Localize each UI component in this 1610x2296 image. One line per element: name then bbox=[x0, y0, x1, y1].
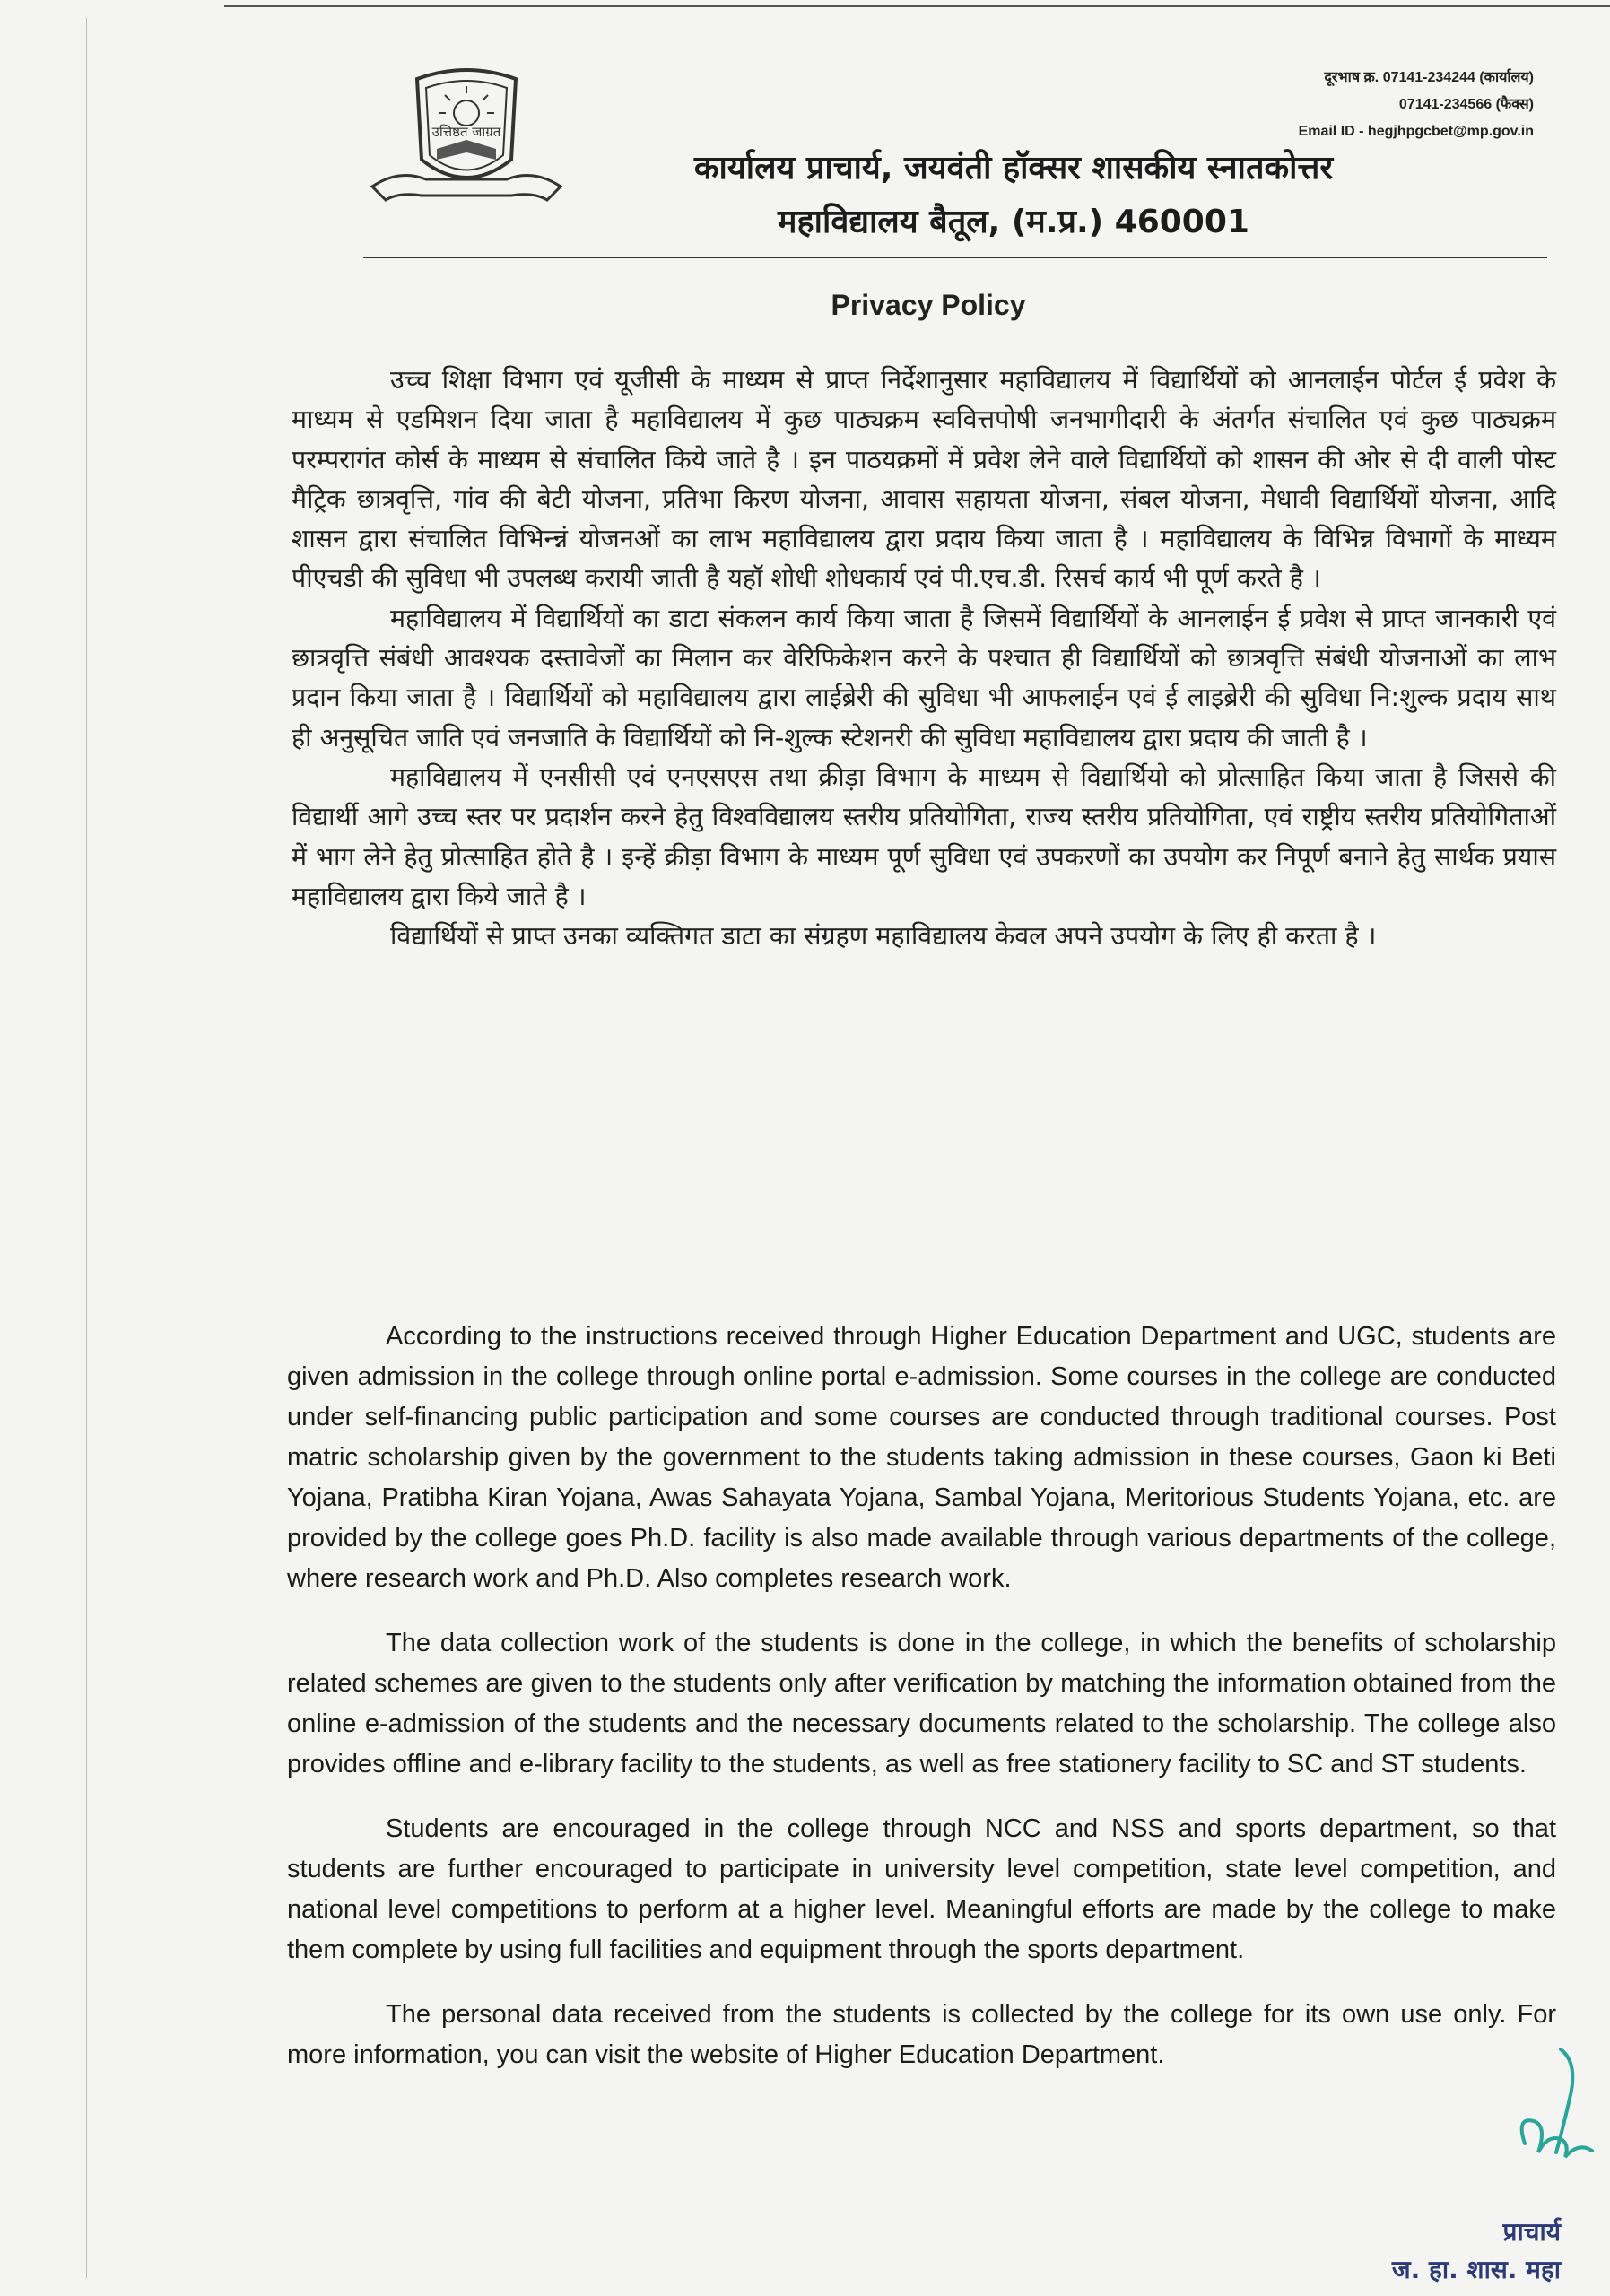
top-border bbox=[224, 5, 1610, 7]
page-title: Privacy Policy bbox=[831, 289, 1026, 321]
principal-signature bbox=[1507, 2045, 1606, 2179]
english-paragraph: According to the instructions received through Higher Education Department and UGC, students are given admission in the college through online portal e-admission. Some courses in the college are conducted under self-financing public participation and some courses are conducted through traditional courses. Post matric scholarship given by the government to the students taking admission in these courses, Gaon ki Beti Yojana, Pratibha Kiran Yojana, Awas Sahayata Yojana, Sambal Yojana, Meritorious Students Yojana, etc. are provided by the college goes Ph.D. facility is also made available through various departments of the college, where research work and Ph.D. Also completes research work. bbox=[287, 1322, 1556, 1593]
hindi-paragraph: महाविद्यालय में एनसीसी एवं एनएसएस तथा क्रीड़ा विभाग के माध्यम से विद्यार्थियो को प्रोत्साहित किया जाता है जिससे की विद्यार्थी आगे उच्च स्तर पर प्रदार्शन करने हेतु विश्वविद्यालय स्तरीय प्रतियोगिता, राज्य स्तरीय प्रतियोगिता, एवं राष्ट्रीय स्तरीय प्रतियोगिताओं में भाग लेने हेतु प्रोत्साहित होते है । इन्हें क्रीड़ा विभाग के माध्यम पूर्ण सुविधा एवं उपकरणों का उपयोग कर निपूर्ण बनाने हेतु सार्थक प्रयास महाविद्यालय द्वारा किये जाते है । bbox=[292, 761, 1556, 911]
emblem-motto: उत्तिष्ठत जाग्रत bbox=[431, 124, 501, 140]
page-edge bbox=[86, 18, 87, 2278]
english-paragraph: The data collection work of the students is done in the college, in which the benefits of scholarship related schemes are given to the students only after verification by matching the information obtained from the online e-admission of the students and the necessary documents related to the scholarship. The college also provides offline and e-library facility to the students, as well as free stationery facility to SC and ST students. bbox=[287, 1629, 1556, 1779]
office-heading bbox=[583, 142, 1444, 249]
hindi-paragraph: उच्च शिक्षा विभाग एवं यूजीसी के माध्यम से प्राप्त निर्देशानुसार महाविद्यालय में विद्यार्थियों को आनलाईन पोर्टल ई प्रवेश के माध्यम से एडमिशन दिया जाता है महाविद्यालय में कुछ पाठ्यक्रम स्ववित्तपोषी जनभागीदारी के अंतर्गत संचालित एवं कुछ पाठ्यक्रम परम्परागंत कोर्स के माध्यम से संचालित किये जाते है । इन पाठयक्रमों में प्रवेश लेने वाले विद्यार्थियों को शासन की ओर से दी वाली पोस्ट मैट्रिक छात्रवृत्ति, गांव की बेटी योजना, प्रतिभा किरण योजना, आवास सहायता योजना, संबल योजना, मेधावी विद्यार्थियों योजना, आदि शासन द्वारा संचालित विभिन्न्नं योजनओं का लाभ महाविद्यालय द्वारा प्रदाय किया जाता है । महाविद्यालय के विभिन्न विभागों के माध्यम पीएचडी की सुविधा भी उपलब्ध करायी जाती है यहॉ शोधी शोधकार्य एवं पी.एच.डी. रिसर्च कार्य भी पूर्ण करते है । bbox=[292, 365, 1556, 594]
english-body bbox=[287, 1317, 1556, 2100]
designation: प्राचार्य bbox=[1502, 2217, 1561, 2247]
office-line-2: महाविद्यालय बैतूल, (म.प्र.) 460001 bbox=[778, 204, 1249, 240]
hindi-body bbox=[292, 361, 1556, 956]
college-emblem-icon bbox=[363, 61, 570, 222]
header-divider bbox=[363, 257, 1547, 258]
hindi-paragraph: विद्यार्थियों से प्राप्त उनका व्यक्तिगत डाटा का संग्रहण महाविद्यालय केवल अपने उपयोग के लिए ही करता है । bbox=[390, 921, 1377, 952]
office-line-1: कार्यालय प्राचार्य, जयवंती हॉक्सर शासकीय स्नातकोत्तर bbox=[693, 150, 1334, 187]
office-phone: दूरभाष क्र. 07141-234244 (कार्यालय) bbox=[1324, 70, 1534, 85]
contact-block bbox=[1299, 65, 1534, 145]
fax-number: 07141-234566 (फैक्स) bbox=[1398, 97, 1534, 112]
hindi-paragraph: महाविद्यालय में विद्यार्थियों का डाटा संकलन कार्य किया जाता है जिसमें विद्यार्थियों के आनलाईन ई प्रवेश से प्राप्त जानकारी एवं छात्रवृत्ति संबंधी आवश्यक दस्तावेजों का मिलान कर वेरिफिकेशन करने के पश्चात ही विद्यार्थियों को छात्रवृत्ति संबंधी योजनाओं का लाभ प्रदान किया जाता है । विद्यार्थियों को महाविद्यालय द्वारा लाईब्रेरी की सुविधा भी आफलाईन एवं ई लाइब्रेरी की सुविधा नि:शुल्क प्रदाय साथ ही अनुसूचित जाति एवं जनजाति के विद्यार्थियों को नि-शुल्क स्टेशनरी की सुविधा महाविद्यालय द्वारा प्रदाय की जाती है । bbox=[292, 603, 1556, 752]
signatory-block bbox=[1392, 2213, 1561, 2289]
email-address[interactable]: Email ID - hegjhpgcbet@mp.gov.in bbox=[1298, 124, 1534, 139]
english-paragraph: The personal data received from the students is collected by the college for its own use only. For more information, you can visit the website of Higher Education Department. bbox=[287, 2000, 1556, 2069]
institution-abbreviation: ज. हा. शास. महा bbox=[1391, 2255, 1561, 2284]
english-paragraph: Students are encouraged in the college through NCC and NSS and sports department, so that students are further encouraged to participate in university level competition, state level competition, and national level competitions to perform at a higher level. Meaningful efforts are made by the college to make them complete by using full facilities and equipment through the sports department. bbox=[287, 1814, 1556, 1964]
